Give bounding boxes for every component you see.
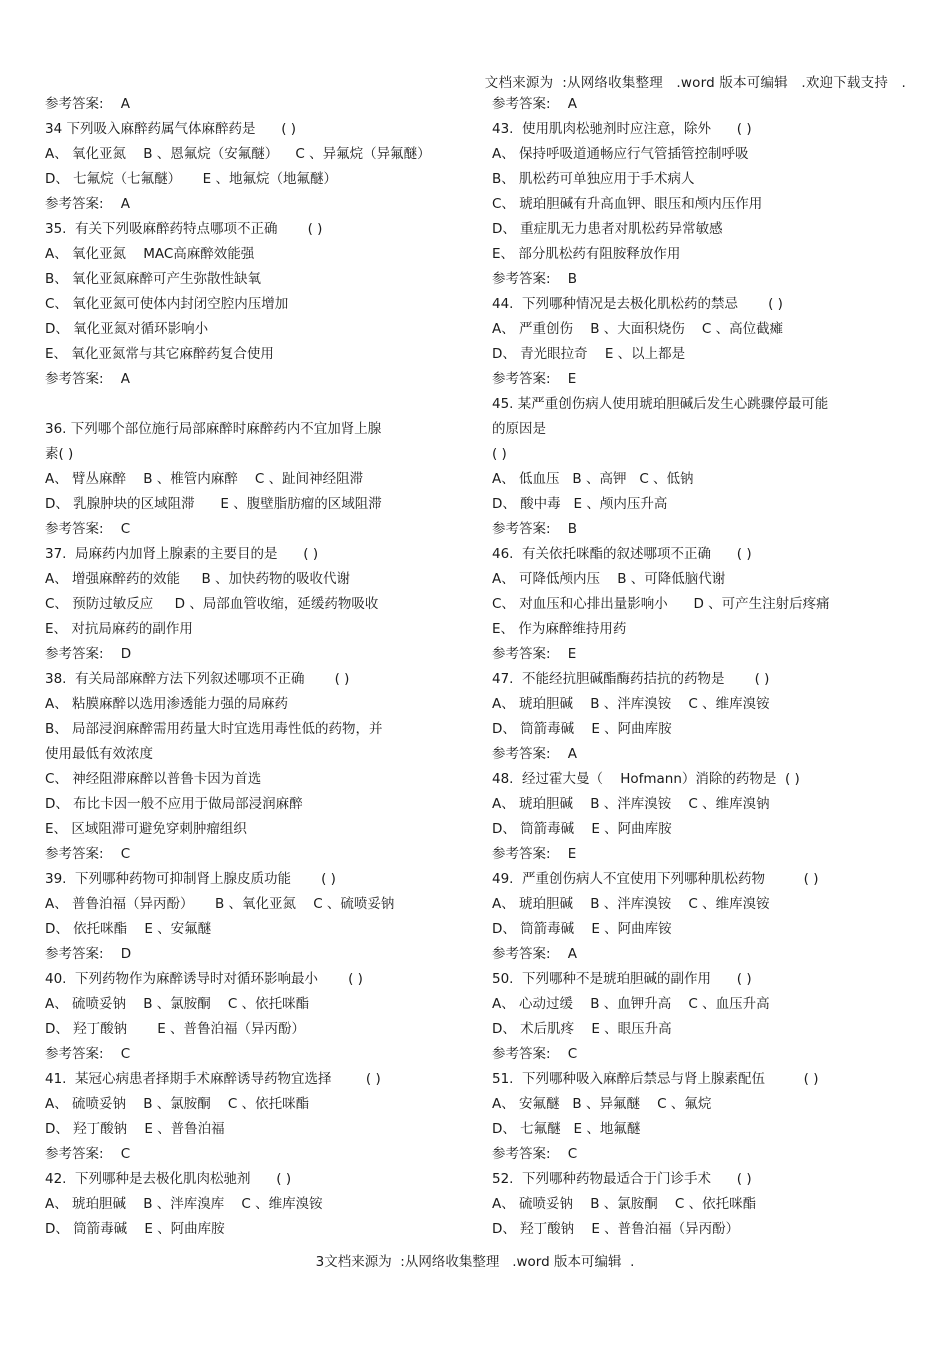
- option-line: D、 七氟醚 E 、地氟醚: [492, 1121, 641, 1137]
- answer-line: 参考答案: A: [492, 746, 577, 762]
- option-line: D、 羟丁酸钠 E 、普鲁泊福（异丙酚）: [492, 1221, 740, 1237]
- question-line: 52. 下列哪种药物最适合于门诊手术 ( ): [492, 1171, 752, 1187]
- option-line: A、 低血压 B 、高钾 C 、低钠: [492, 471, 694, 487]
- question-line: 42. 下列哪种是去极化肌肉松驰剂 ( ): [45, 1171, 292, 1187]
- answer-line: 参考答案: C: [45, 846, 131, 862]
- question-line: 35. 有关下列吸麻醉药特点哪项不正确 ( ): [45, 221, 323, 237]
- text-line: 参考答案: A: [45, 96, 130, 112]
- question-line: 46. 有关依托咪酯的叙述哪项不正确 ( ): [492, 546, 752, 562]
- option-line: D、 酸中毒 E 、颅内压升高: [492, 496, 668, 512]
- page-footer: 3文档来源为 :从网络收集整理 .word 版本可编辑 .: [315, 1254, 635, 1270]
- option-line: D、 羟丁酸钠 E 、普鲁泊福（异丙酚）: [45, 1021, 306, 1037]
- answer-line: 参考答案: E: [492, 646, 577, 662]
- option-line: B、 局部浸润麻醉需用药量大时宜选用毒性低的药物，并: [45, 721, 383, 737]
- option-line: A、 琥珀胆碱 B 、泮库溴铵 C 、维库溴铵: [492, 696, 770, 712]
- option-line: D、 依托咪酯 E 、安氟醚: [45, 921, 212, 937]
- blank-line: [45, 392, 460, 417]
- answer-line: 参考答案: A: [492, 96, 577, 112]
- option-line: D、 术后肌疼 E 、眼压升高: [492, 1021, 672, 1037]
- answer-line: 参考答案: C: [45, 1046, 131, 1062]
- question-line: 47. 不能经抗胆碱酯酶药拮抗的药物是 ( ): [492, 671, 770, 687]
- option-line: A、 氧化亚氮 MAC高麻醉效能强: [45, 246, 255, 262]
- question-line: 40. 下列药物作为麻醉诱导时对循环影响最小 ( ): [45, 971, 363, 987]
- option-line: E、 区域阻滞可避免穿刺肿瘤组织: [45, 821, 247, 837]
- option-line: A、 普鲁泊福（异丙酚） B 、氧化亚氮 C 、硫喷妥钠: [45, 896, 395, 912]
- question-line: 37. 局麻药内加肾上腺素的主要目的是 ( ): [45, 546, 319, 562]
- option-line: B、 肌松药可单独应用于手术病人: [492, 171, 695, 187]
- question-line: 49. 严重创伤病人不宜使用下列哪种肌松药物 ( ): [492, 871, 819, 887]
- question-line: 36. 下列哪个部位施行局部麻醉时麻醉药内不宜加肾上腺: [45, 421, 382, 437]
- option-line: A、 硫喷妥钠 B 、氯胺酮 C 、依托咪酯: [45, 1096, 310, 1112]
- option-line: D、 筒箭毒碱 E 、阿曲库铵: [492, 921, 672, 937]
- option-line: D、 氧化亚氮对循环影响小: [45, 321, 209, 337]
- option-line: C、 氧化亚氮可使体内封闭空腔内压增加: [45, 296, 289, 312]
- option-line: A、 安氟醚 B 、异氟醚 C 、氟烷: [492, 1096, 712, 1112]
- answer-line: 参考答案: D: [45, 946, 132, 962]
- option-line: D、 筒箭毒碱 E 、阿曲库胺: [492, 721, 672, 737]
- question-line: 素( ): [45, 446, 74, 462]
- question-line: 51. 下列哪种吸入麻醉后禁忌与肾上腺素配伍 ( ): [492, 1071, 819, 1087]
- question-line: 的原因是: [492, 421, 546, 437]
- answer-line: 参考答案: B: [492, 271, 577, 287]
- option-line: E、 作为麻醉维持用药: [492, 621, 627, 637]
- option-line: D、 乳腺肿块的区域阻滞 E 、腹壁脂肪瘤的区域阻滞: [45, 496, 382, 512]
- option-line: A、 心动过缓 B 、血钾升高 C 、血压升高: [492, 996, 770, 1012]
- option-line: A、 严重创伤 B 、大面积烧伤 C 、高位截瘫: [492, 321, 784, 337]
- option-line: E、 部分肌松药有阻胺释放作用: [492, 246, 681, 262]
- option-line: 使用最低有效浓度: [45, 746, 153, 762]
- option-line: A、 增强麻醉药的效能 B 、加快药物的吸收代谢: [45, 571, 351, 587]
- answer-line: 参考答案: A: [492, 946, 577, 962]
- question-line: 38. 有关局部麻醉方法下列叙述哪项不正确 ( ): [45, 671, 350, 687]
- question-line: 45. 某严重创伤病人使用琥珀胆碱后发生心跳骤停最可能: [492, 396, 829, 412]
- option-line: C、 预防过敏反应 D 、局部血管收缩，延缓药物吸收: [45, 596, 379, 612]
- answer-line: 参考答案: A: [45, 196, 130, 212]
- answer-line: 参考答案: A: [45, 371, 130, 387]
- question-line: 48. 经过霍大曼（ Hofmann）消除的药物是 ( ): [492, 771, 800, 787]
- option-line: A、 琥珀胆碱 B 、泮库溴库 C 、维库溴铵: [45, 1196, 323, 1212]
- option-line: D、 筒箭毒碱 E 、阿曲库胺: [492, 821, 672, 837]
- left-column: [45, 92, 460, 1242]
- option-line: E、 对抗局麻药的副作用: [45, 621, 193, 637]
- question-line: 50. 下列哪种不是琥珀胆碱的副作用 ( ): [492, 971, 752, 987]
- question-line: ( ): [492, 446, 507, 462]
- option-line: A、 琥珀胆碱 B 、泮库溴铵 C 、维库溴铵: [492, 896, 770, 912]
- answer-line: 参考答案: C: [492, 1046, 578, 1062]
- question-line: 43. 使用肌肉松驰剂时应注意，除外 ( ): [492, 121, 752, 137]
- option-line: A、 硫喷妥钠 B 、氯胺酮 C 、依托咪酯: [492, 1196, 757, 1212]
- question-line: 34 下列吸入麻醉药属气体麻醉药是 ( ): [45, 121, 297, 137]
- option-line: C、 琥珀胆碱有升高血钾、眼压和颅内压作用: [492, 196, 763, 212]
- answer-line: 参考答案: C: [45, 521, 131, 537]
- option-line: D、 七氟烷（七氟醚） E 、地氟烷（地氟醚）: [45, 171, 337, 187]
- option-line: A、 硫喷妥钠 B 、氯胺酮 C 、依托咪酯: [45, 996, 310, 1012]
- answer-line: 参考答案: D: [45, 646, 132, 662]
- page-header: 文档来源为 :从网络收集整理 .word 版本可编辑 .欢迎下载支持 .: [484, 75, 906, 91]
- option-line: D、 重症肌无力患者对肌松药异常敏感: [492, 221, 723, 237]
- option-line: A、 琥珀胆碱 B 、泮库溴铵 C 、维库溴钠: [492, 796, 770, 812]
- option-line: D、 青光眼拉奇 E 、以上都是: [492, 346, 686, 362]
- option-line: C、 神经阻滞麻醉以普鲁卡因为首选: [45, 771, 262, 787]
- answer-line: 参考答案: E: [492, 846, 577, 862]
- answer-line: 参考答案: E: [492, 371, 577, 387]
- option-line: D、 布比卡因一般不应用于做局部浸润麻醉: [45, 796, 303, 812]
- answer-line: 参考答案: C: [45, 1146, 131, 1162]
- option-line: A、 可降低颅内压 B 、可降低脑代谢: [492, 571, 726, 587]
- option-line: A、 臂丛麻醉 B 、椎管内麻醉 C 、趾间神经阻滞: [45, 471, 364, 487]
- answer-line: 参考答案: B: [492, 521, 577, 537]
- option-line: A、 氧化亚氮 B 、恩氟烷（安氟醚） C 、异氟烷（异氟醚）: [45, 146, 431, 162]
- option-line: D、 羟丁酸钠 E 、普鲁泊福: [45, 1121, 225, 1137]
- option-line: A、 保持呼吸道通畅应行气管插管控制呼吸: [492, 146, 749, 162]
- question-line: 41. 某冠心病患者择期手术麻醉诱导药物宜选择 ( ): [45, 1071, 381, 1087]
- question-line: 39. 下列哪种药物可抑制肾上腺皮质功能 ( ): [45, 871, 336, 887]
- option-line: E、 氧化亚氮常与其它麻醉药复合使用: [45, 346, 274, 362]
- answer-line: 参考答案: C: [492, 1146, 578, 1162]
- option-line: B、 氧化亚氮麻醉可产生弥散性缺氧: [45, 271, 262, 287]
- option-line: C、 对血压和心排出量影响小 D 、可产生注射后疼痛: [492, 596, 830, 612]
- option-line: D、 筒箭毒碱 E 、阿曲库胺: [45, 1221, 225, 1237]
- question-line: 44. 下列哪种情况是去极化肌松药的禁忌 ( ): [492, 296, 783, 312]
- option-line: A、 粘膜麻醉以选用渗透能力强的局麻药: [45, 696, 289, 712]
- right-column: [492, 92, 907, 1242]
